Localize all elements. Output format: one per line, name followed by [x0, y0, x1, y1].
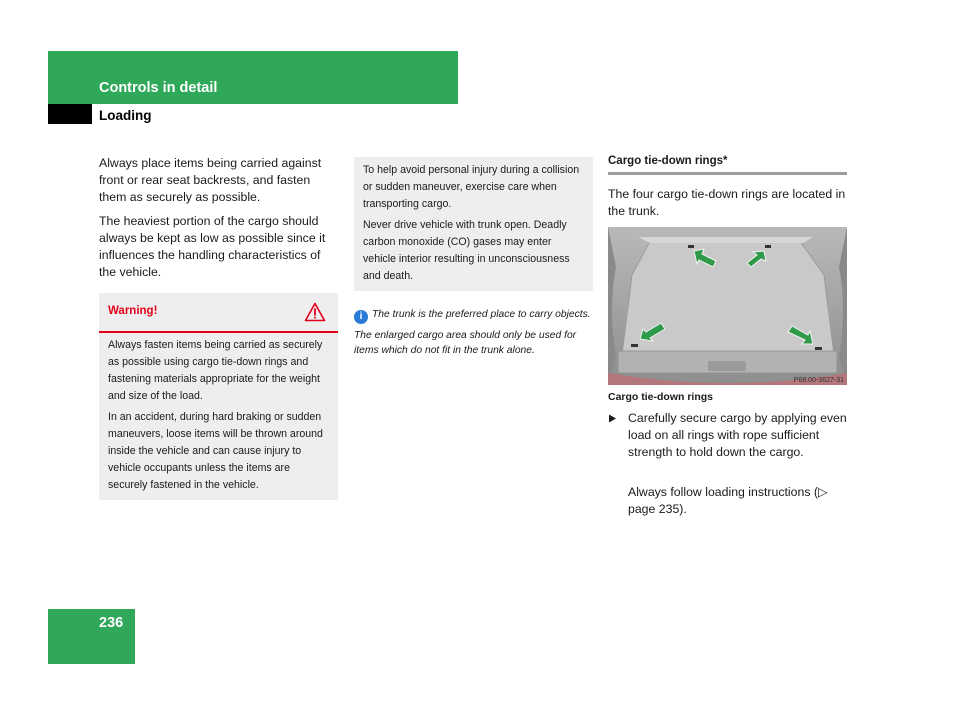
- trunk-illustration: [608, 227, 847, 385]
- info-icon: i: [354, 310, 368, 324]
- figure-caption: Cargo tie-down rings: [608, 391, 713, 403]
- warning-triangle-icon: [304, 302, 326, 322]
- header-bar: [48, 51, 458, 104]
- instruction-step: [608, 410, 847, 461]
- page-reference-text: Always follow loading instructions (▷ page 235).: [628, 485, 828, 516]
- subsection-title: Loading: [99, 108, 152, 123]
- loading-text-column: [99, 155, 339, 288]
- cargo-rings-heading: Cargo tie-down rings*: [608, 155, 847, 175]
- warning-header: [99, 293, 338, 333]
- caution-paragraph: Never drive vehicle with trunk open. Deadly carbon monoxide (CO) gases may enter vehicle interior resulting in unconsciousness and death.: [363, 219, 570, 282]
- step-text: Carefully secure cargo by applying even load on all rings with rope sufficient strength to hold down the cargo.: [628, 411, 847, 459]
- page-number: 236: [99, 615, 124, 631]
- info-note: [354, 307, 596, 362]
- caution-box: [354, 157, 593, 291]
- warning-label: Warning!: [108, 305, 158, 317]
- paragraph: The heaviest portion of the cargo should always be kept as low as possible since it influences the handling characteristics of the vehicle.: [99, 214, 326, 279]
- paragraph: Always place items being carried against front or rear seat backrests, and fasten them as securely as possible.: [99, 156, 322, 204]
- section-title: Controls in detail: [99, 80, 218, 96]
- figure-code: P68.00-3627-31: [793, 377, 844, 384]
- warning-paragraph: Always fasten items being carried as securely as possible using cargo tie-down rings and fastening materials appropriate for the weight and size of the load.: [108, 339, 323, 402]
- warning-paragraph: In an accident, during hard braking or sudden maneuvers, loose items will be thrown around inside the vehicle and can cause injury to vehicle occupants unless the items are securely fastened in the vehicle.: [108, 411, 323, 491]
- warning-box: [99, 293, 338, 500]
- bullet-arrow-icon: [608, 414, 617, 423]
- cargo-rings-intro: The four cargo tie-down rings are located in the trunk.: [608, 187, 846, 218]
- caution-paragraph: To help avoid personal injury during a collision or sudden maneuver, exercise care when transporting cargo.: [363, 164, 580, 210]
- section-tab-marker: [48, 104, 92, 124]
- info-paragraph: The enlarged cargo area should only be used for items which do not fit in the trunk alone.: [354, 330, 577, 356]
- info-paragraph: The trunk is the preferred place to carry objects.: [372, 309, 591, 320]
